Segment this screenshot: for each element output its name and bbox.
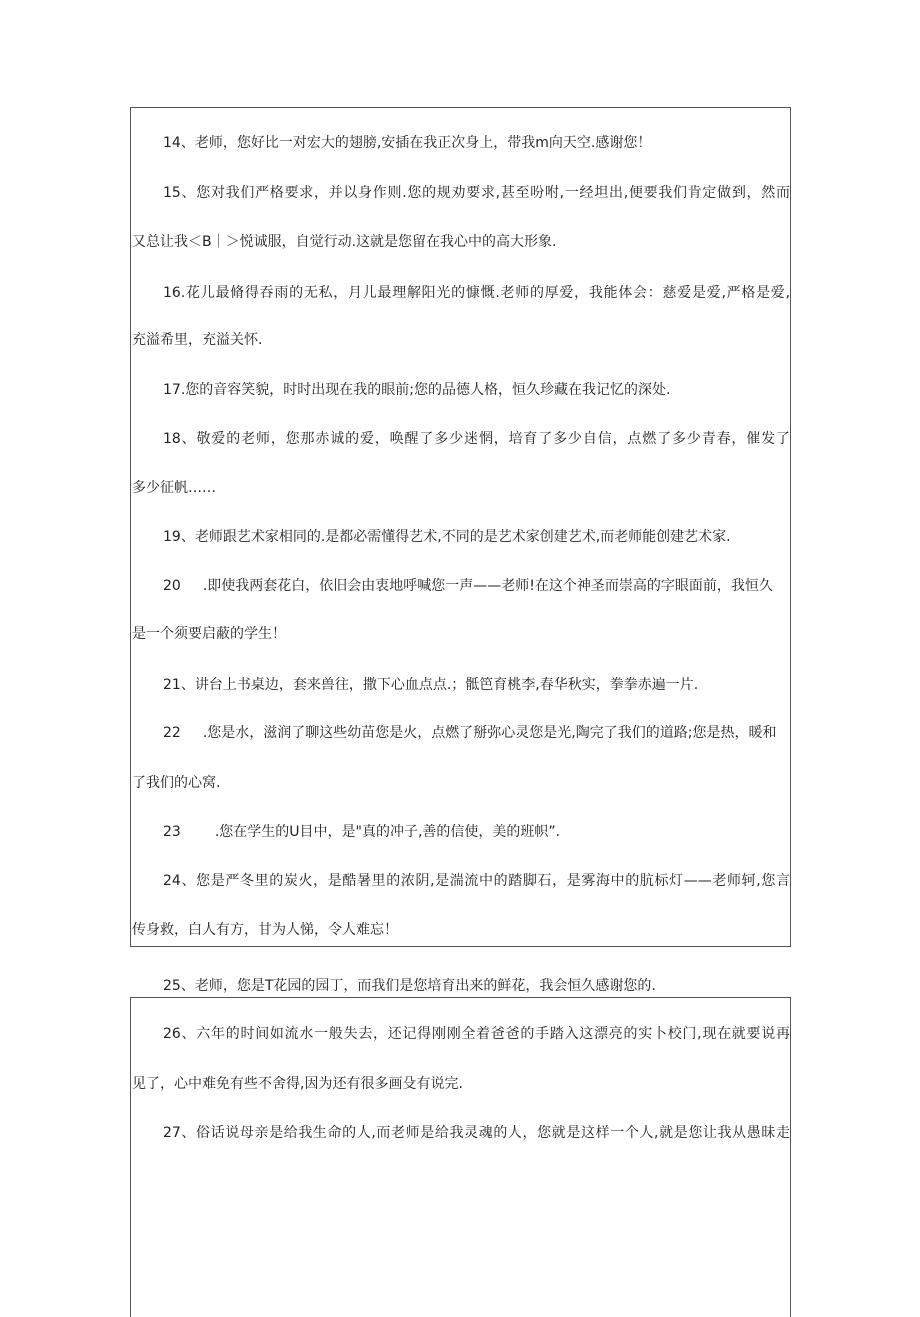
paragraph-16-line-1: 16.花儿最脩得吞雨的无私，月儿最理解阳光的慷慨.老师的厚爱，我能体会：慈爱是爱,严格是爱, xyxy=(163,285,790,301)
paragraph-18-line-1: 18、敬爱的老师，您那赤诚的爱，唤醒了多少迷惘，培育了多少自信，点燃了多少青春，催发了 xyxy=(163,431,790,447)
paragraph-24-line-1: 24、您是严冬里的炭火，是酷暑里的浓阴,是湍流中的踏脚石，是雾海中的肮标灯——老师轲,您言 xyxy=(163,873,790,889)
paragraph-23-number: 23 xyxy=(163,824,181,840)
paragraph-22-line-2: 了我们的心窝. xyxy=(132,775,221,791)
paragraph-20-number: 20 xyxy=(163,578,181,594)
paragraph-20-line-2: 是一个须要启蔽的学生！ xyxy=(132,626,286,642)
text-box-bottom xyxy=(130,997,791,1317)
paragraph-19-line-1: 19、老师跟艺术家相同的.是都必需懂得艺术,不同的是艺术家创建艺术,而老师能创建艺术家. xyxy=(163,529,731,545)
paragraph-15-line-1: 15、您对我们严格要求，并以身作则.您的规劝要求,甚至吩咐,一经坦出,便要我们肯定做到，然而 xyxy=(163,185,790,201)
paragraph-14-line-1: 14、老师，您好比一对宏大的翅膀,安插在我正次身上，带我m向天空.感谢您！ xyxy=(163,135,652,151)
paragraph-25-line-1: 25、老师，您是T花园的园丁，而我们是您培育出来的鲜花，我会恒久感谢您的. xyxy=(163,978,656,994)
paragraph-15-line-2: 又总让我＜B｜＞悦诚服，自觉行动.这就是您留在我心中的高大形象. xyxy=(132,234,557,250)
paragraph-26-line-2: 见了，心中难免有些不舍得,因为还有很多画殳有说完. xyxy=(132,1076,463,1092)
paragraph-22-line-1 xyxy=(163,723,790,743)
paragraph-21-line-1: 21、讲台上书桌边，套来兽往，撒下心血点点.；骶笆育桃李,春华秋实，拳拳赤遍一片. xyxy=(163,677,699,693)
paragraph-17-line-1: 17.您的音容笑貌，时时出现在我的眼前;您的品德人格，恒久珍藏在我记忆的深处. xyxy=(163,382,671,398)
paragraph-27-line-1: 27、俗话说母亲是给我生命的人,而老师是给我灵魂的人，您就是这样一个人,就是您让我从愚昧走 xyxy=(163,1125,790,1141)
paragraph-23-text: .您在学生的U目中，是"真的冲子,善的信使，美的班帜”. xyxy=(214,824,561,840)
paragraph-22-number: 22 xyxy=(163,725,181,741)
paragraph-22-text: .您是水，滋润了聊这些幼苗您是火，点燃了掰弥心灵您是光,陶完了我们的道路;您是热，暖和 xyxy=(202,725,777,741)
paragraph-24-line-2: 传身救，白人有方，甘为人悌，令人难忘！ xyxy=(132,922,398,938)
paragraph-26-line-1: 26、六年的时间如流水一般失去，还记得刚刚全着爸爸的手踏入这漂亮的实卜校门,现在就要说再 xyxy=(163,1026,790,1042)
paragraph-20-text: .即使我两套花白，依旧会由衷地呼喊您一声——老师!在这个神圣而崇高的字眼面前，我恒久 xyxy=(202,578,773,594)
paragraph-20-line-1 xyxy=(163,576,790,596)
paragraph-23-line-1 xyxy=(163,822,790,842)
paragraph-16-line-2: 充溢希里，充溢关怀. xyxy=(132,332,263,348)
paragraph-18-line-2: 多少征帆…… xyxy=(132,480,216,496)
